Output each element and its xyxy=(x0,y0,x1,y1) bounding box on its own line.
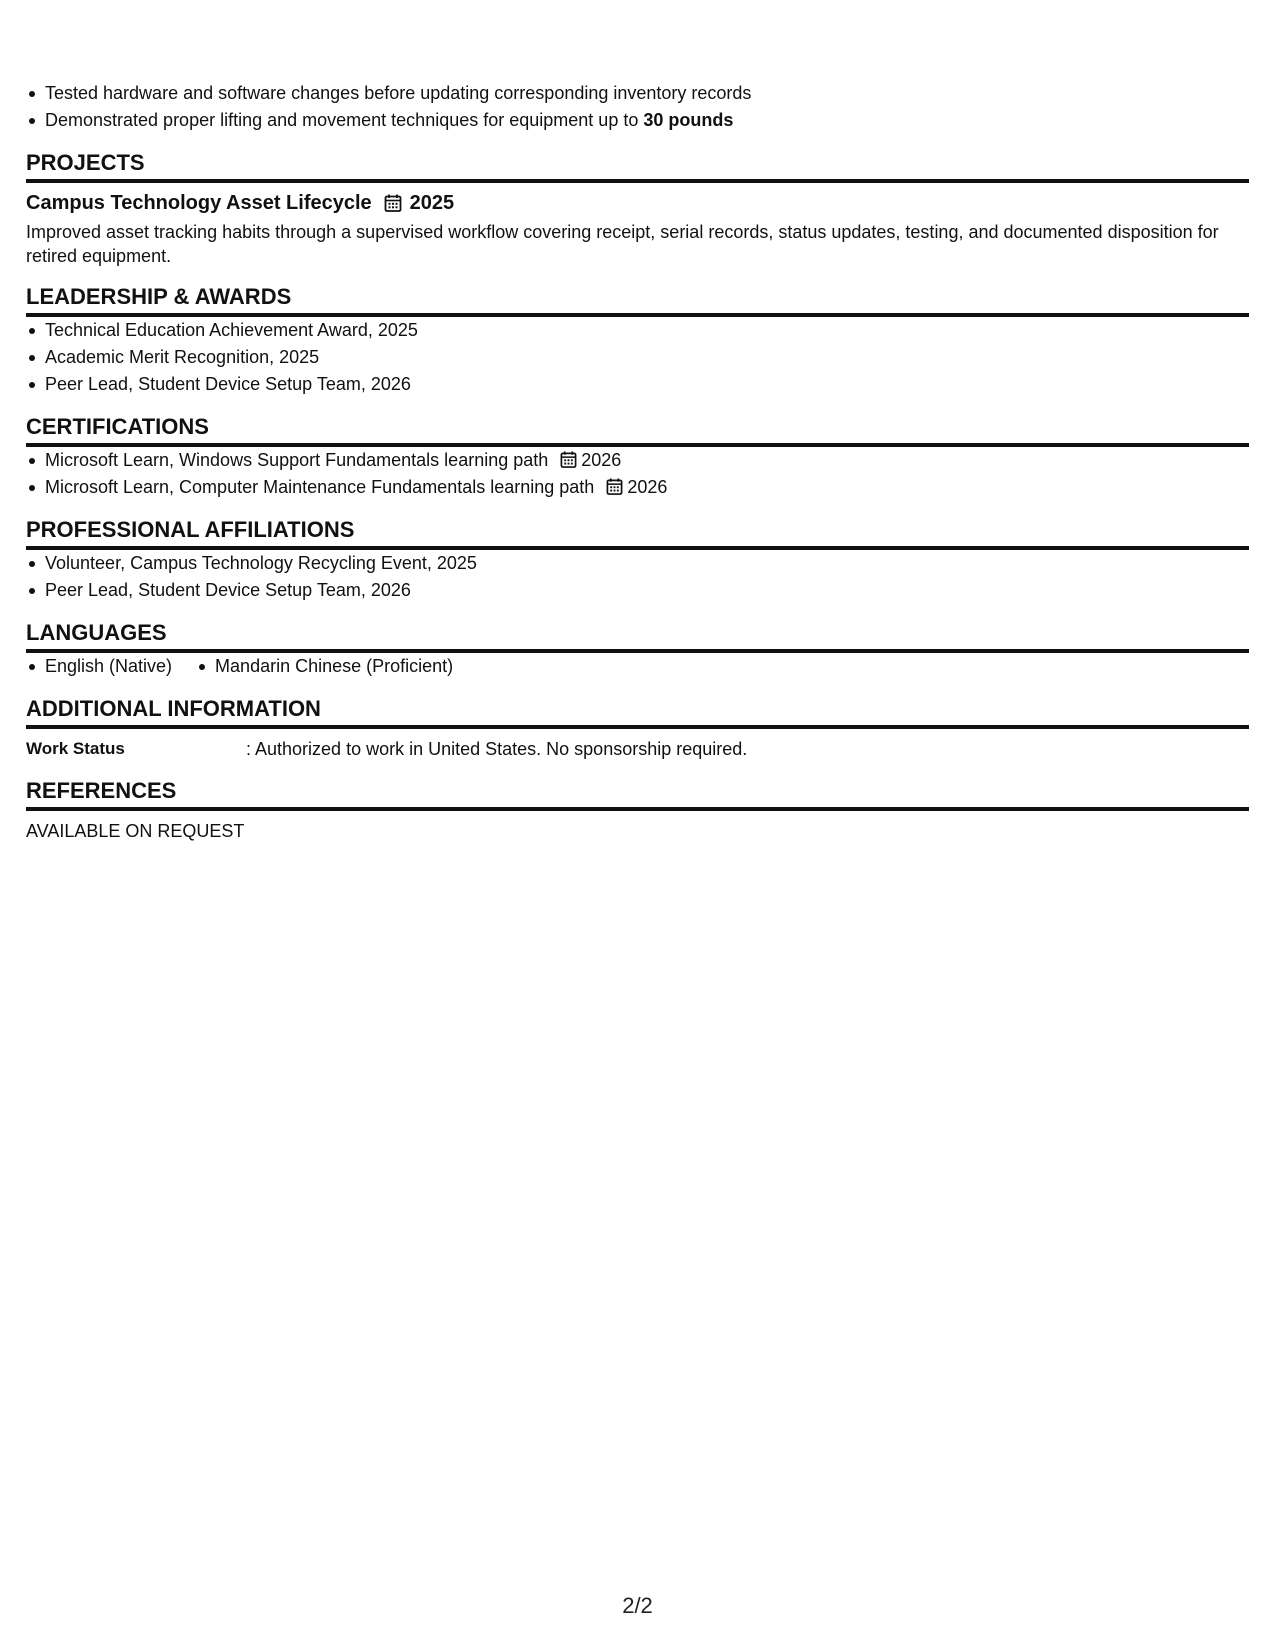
languages-list xyxy=(26,653,1249,680)
calendar-icon xyxy=(606,478,623,495)
leadership-section xyxy=(26,284,1249,398)
language-item: Mandarin Chinese (Proficient) xyxy=(215,653,453,680)
certification-item xyxy=(45,474,1249,501)
list-item: Peer Lead, Student Device Setup Team, 2026 xyxy=(45,577,1249,604)
project-year: 2025 xyxy=(409,192,455,214)
work-status-row xyxy=(26,736,1249,762)
list-item: Academic Merit Recognition, 2025 xyxy=(45,344,1249,371)
project-description: Improved asset tracking habits through a supervised workflow covering receipt, serial records, status updates, testing, and documented disposition for retired equipment. xyxy=(26,222,1219,266)
experience-bullet xyxy=(45,80,1249,107)
project-name: Campus Technology Asset Lifecycle xyxy=(26,192,372,214)
section-title-affiliations: PROFESSIONAL AFFILIATIONS xyxy=(26,517,1249,550)
page-number: 2/2 xyxy=(622,1593,653,1618)
certifications-section xyxy=(26,414,1249,501)
certification-year: 2026 xyxy=(627,477,668,497)
certifications-list xyxy=(26,447,1249,501)
certification-item xyxy=(45,447,1249,474)
affiliations-list xyxy=(26,550,1249,604)
section-title-leadership: LEADERSHIP & AWARDS xyxy=(26,284,1249,317)
project-entry xyxy=(26,190,1249,268)
additional-info-section xyxy=(26,696,1249,762)
references-section xyxy=(26,778,1249,844)
affiliations-section xyxy=(26,517,1249,604)
project-header xyxy=(26,190,1249,216)
projects-section xyxy=(26,150,1249,268)
references-text: AVAILABLE ON REQUEST xyxy=(26,821,245,841)
language-item: English (Native) xyxy=(45,653,172,680)
certification-name: Microsoft Learn, Computer Maintenance Fundamentals learning path xyxy=(45,477,595,497)
section-title-additional: ADDITIONAL INFORMATION xyxy=(26,696,1249,729)
leadership-list xyxy=(26,317,1249,398)
certification-name: Microsoft Learn, Windows Support Fundamentals learning path xyxy=(45,450,549,470)
calendar-icon xyxy=(560,451,577,468)
experience-bullet xyxy=(45,107,1249,134)
experience-bullet-bold: 30 pounds xyxy=(643,110,734,130)
experience-bullet-text: Demonstrated proper lifting and movement techniques for equipment up to xyxy=(45,110,644,130)
experience-bullet-text: Tested hardware and software changes before updating corresponding inventory records xyxy=(45,83,752,103)
list-item: Technical Education Achievement Award, 2025 xyxy=(45,317,1249,344)
list-item: Peer Lead, Student Device Setup Team, 2026 xyxy=(45,371,1249,398)
section-title-references: REFERENCES xyxy=(26,778,1249,811)
list-item: Volunteer, Campus Technology Recycling Event, 2025 xyxy=(45,550,1249,577)
resume-page xyxy=(26,80,1249,844)
experience-bullet-list xyxy=(26,80,1249,134)
section-title-certifications: CERTIFICATIONS xyxy=(26,414,1249,447)
calendar-icon xyxy=(384,194,402,212)
certification-year: 2026 xyxy=(581,450,622,470)
section-title-projects: PROJECTS xyxy=(26,150,1249,183)
languages-section xyxy=(26,620,1249,680)
work-status-label: Work Status xyxy=(26,739,125,758)
section-title-languages: LANGUAGES xyxy=(26,620,1249,653)
work-status-value: : Authorized to work in United States. No sponsorship required. xyxy=(246,739,748,759)
